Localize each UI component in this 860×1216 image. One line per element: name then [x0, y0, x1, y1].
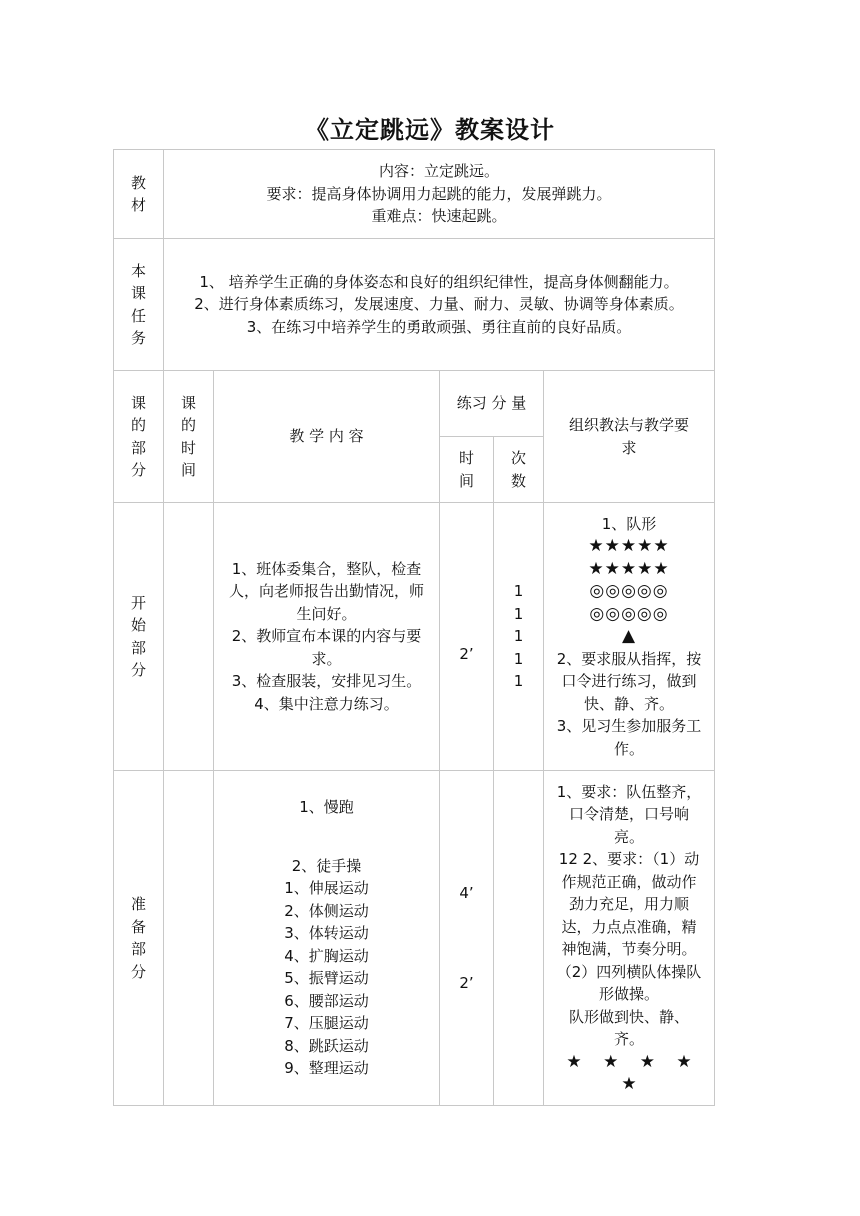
start-count: 1: [513, 582, 524, 601]
formation-stars-row: ★★★★★: [588, 536, 670, 557]
header-count-cell: [494, 437, 544, 503]
task-line: 3、在练习中培养学生的勇敢顽强、勇往直前的良好品质。: [246, 317, 632, 336]
start-content-cell: [214, 503, 440, 771]
start-method-cell: [544, 503, 715, 771]
start-section-row: [114, 503, 715, 771]
prep-method-line: （2）四列横队体操队形做操。: [556, 962, 702, 1003]
header-part-cell: [114, 371, 164, 503]
task-line: 2、进行身体素质练习，发展速度、力量、耐力、灵敏、协调等身体素质。: [194, 295, 684, 314]
prep-part-label: 准备部分: [130, 895, 146, 981]
exercise-item: 6、腰部运动: [284, 991, 369, 1010]
prep-part-cell: [114, 771, 164, 1106]
start-part-cell: [114, 503, 164, 771]
material-row: [114, 150, 715, 239]
prep-duration-cell: [440, 771, 494, 1106]
header-method: 组织教法与教学要求: [569, 416, 690, 457]
header-load-cell: [440, 371, 544, 437]
header-method-cell: [544, 371, 715, 503]
start-duration-cell: [440, 503, 494, 771]
start-count: 1: [513, 649, 524, 668]
header-time: 课的时间: [180, 393, 196, 479]
teacher-triangle-icon: ▲: [621, 626, 637, 647]
material-line: 重难点：快速起跳。: [371, 207, 507, 226]
material-content-cell: [164, 150, 715, 239]
header-load: 练习 分 量: [456, 394, 527, 413]
formation-stars-row: ★ ★ ★ ★ ★: [566, 1051, 700, 1094]
exercise-title: 2、徒手操: [291, 856, 362, 875]
material-label: 教材: [130, 173, 146, 214]
header-time-cell: [164, 371, 214, 503]
start-part-label: 开始部分: [130, 593, 146, 679]
prep-method-line: 12 2、要求：（1）动作规范正确，做动作劲力充足，用力顺达，力点点准确，精神饱满，节奏分明。: [558, 850, 700, 958]
exercise-item: 7、压腿运动: [284, 1014, 369, 1033]
exercise-item: 4、扩胸运动: [284, 946, 369, 965]
exercise-item: 2、体侧运动: [284, 901, 369, 920]
tasks-label-cell: [114, 239, 164, 371]
prep-time-cell: [164, 771, 214, 1106]
start-content-item: 1、班体委集合，整队，检查人，向老师报告出勤情况，师生问好。: [228, 559, 424, 623]
header-count: 次数: [510, 449, 526, 490]
start-method-line: 2、要求服从指挥，按口令进行练习，做到快、静、齐。: [556, 649, 702, 713]
header-part: 课的部分: [130, 393, 146, 479]
exercise-item: 1、伸展运动: [284, 879, 369, 898]
exercise-item: 9、整理运动: [284, 1059, 369, 1078]
start-count: 1: [513, 604, 524, 623]
task-line: 1、 培养学生正确的身体姿态和良好的组织纪律性，提高身体侧翻能力。: [199, 272, 679, 291]
start-count: 1: [513, 627, 524, 646]
prep-content-cell: [214, 771, 440, 1106]
jog-duration: 4’: [459, 884, 474, 902]
exercise-item: 5、振臂运动: [284, 969, 369, 988]
header-duration-cell: [440, 437, 494, 503]
formation-stars-row: ★★★★★: [588, 558, 670, 579]
material-line: 要求：提高身体协调用力起跳的能力，发展弹跳力。: [266, 184, 612, 203]
lesson-plan-table: [113, 149, 715, 1106]
prep-method-line: 队形做到快、静、齐。: [569, 1007, 690, 1048]
tasks-label: 本课任务: [130, 261, 146, 347]
prep-section-row: [114, 771, 715, 1106]
exercise-item: 3、体转运动: [284, 924, 369, 943]
start-method-line: 3、见习生参加服务工作。: [556, 717, 702, 758]
page-title: 《立定跳远》教案设计: [305, 116, 555, 144]
start-time-cell: [164, 503, 214, 771]
header-row: [114, 371, 715, 437]
formation-circles-row: ◎◎◎◎◎: [589, 603, 669, 624]
start-content-item: 2、教师宣布本课的内容与要求。: [231, 627, 422, 668]
exercise-item: 8、跳跃运动: [284, 1036, 369, 1055]
start-method-line: 1、队形: [601, 514, 657, 533]
jog-item: 1、慢跑: [299, 798, 354, 817]
material-label-cell: [114, 150, 164, 239]
header-content: 教 学 内 容: [289, 427, 364, 446]
start-count: 1: [513, 672, 524, 691]
start-count-cell: [494, 503, 544, 771]
tasks-row: [114, 239, 715, 371]
header-duration: 时间: [458, 449, 474, 490]
formation-circles-row: ◎◎◎◎◎: [589, 581, 669, 602]
prep-count-cell: [494, 771, 544, 1106]
tasks-content-cell: [164, 239, 715, 371]
exercise-duration: 2’: [459, 973, 474, 992]
header-content-cell: [214, 371, 440, 503]
start-content-item: 3、检查服装，安排见习生。: [231, 672, 422, 691]
start-duration: 2’: [459, 644, 474, 663]
start-content-item: 4、集中注意力练习。: [254, 694, 399, 713]
prep-method-cell: [544, 771, 715, 1106]
material-line: 内容：立定跳远。: [379, 162, 500, 181]
prep-method-line: 1、要求：队伍整齐，口令清楚，口号响亮。: [556, 782, 702, 846]
